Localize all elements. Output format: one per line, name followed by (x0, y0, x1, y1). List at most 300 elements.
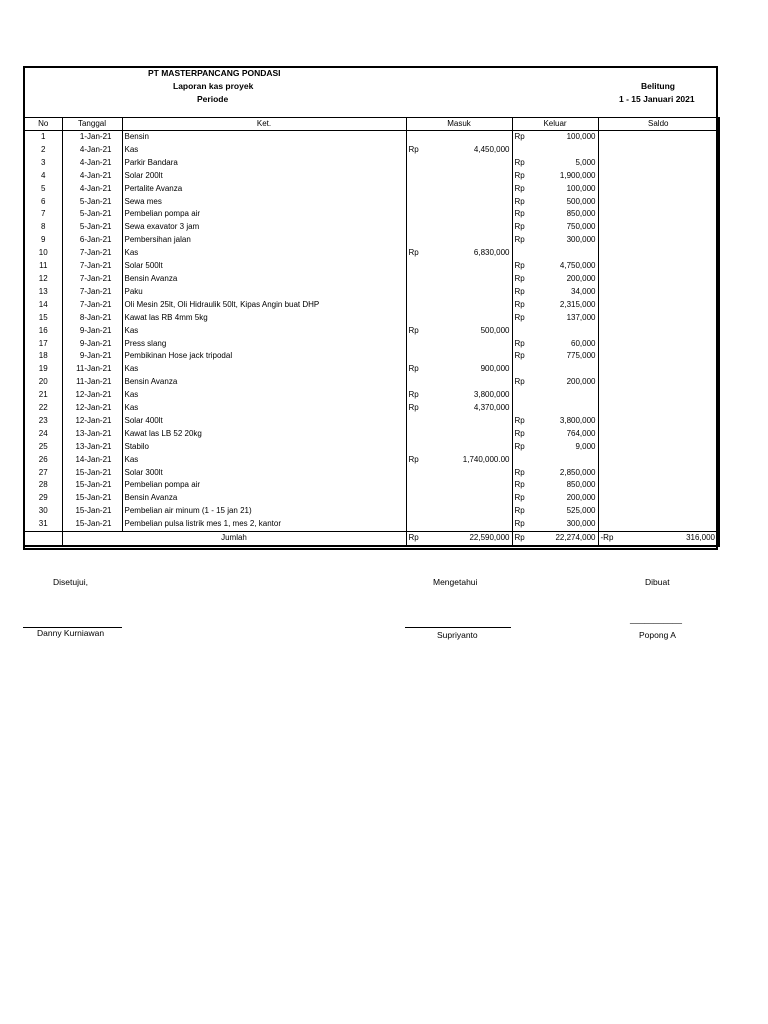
row-ket: Pembikinan Hose jack tripodal (122, 350, 406, 363)
row-ket: Kas (122, 389, 406, 402)
row-no: 10 (24, 247, 62, 260)
row-masuk (434, 350, 512, 363)
row-saldo (598, 157, 719, 170)
row-tanggal: 15-Jan-21 (62, 505, 122, 518)
row-tanggal: 13-Jan-21 (62, 428, 122, 441)
row-tanggal: 11-Jan-21 (62, 376, 122, 389)
row-keluar: 4,750,000 (559, 261, 596, 271)
row-keluar-currency (512, 325, 540, 338)
row-ket: Bensin Avanza (122, 492, 406, 505)
row-masuk (434, 170, 512, 183)
row-saldo (598, 144, 719, 157)
row-no: 9 (24, 234, 62, 247)
header-ket: Ket. (122, 118, 406, 131)
row-ket: Solar 200lt (122, 170, 406, 183)
row-keluar-currency (512, 402, 540, 415)
row-tanggal: 12-Jan-21 (62, 389, 122, 402)
table-row (24, 389, 719, 402)
row-ket: Press slang (122, 338, 406, 351)
row-tanggal: 9-Jan-21 (62, 350, 122, 363)
row-masuk-currency (406, 131, 434, 144)
row-keluar-currency: Rp (512, 234, 540, 247)
acknowledged-label: Mengetahui (433, 577, 478, 587)
row-masuk: 4,450,000 (473, 144, 510, 154)
row-masuk-currency (406, 338, 434, 351)
row-tanggal: 11-Jan-21 (62, 363, 122, 376)
row-no: 8 (24, 221, 62, 234)
table-row (24, 415, 719, 428)
row-tanggal: 14-Jan-21 (62, 454, 122, 467)
row-keluar: 300,000 (566, 519, 596, 529)
row-ket: Solar 400lt (122, 415, 406, 428)
row-masuk-currency: Rp (406, 325, 434, 338)
row-tanggal: 12-Jan-21 (62, 402, 122, 415)
table-row (24, 312, 719, 325)
row-masuk (434, 467, 512, 480)
row-masuk (434, 505, 512, 518)
row-ket: Kas (122, 454, 406, 467)
row-saldo (598, 183, 719, 196)
row-masuk-currency (406, 415, 434, 428)
row-saldo (598, 376, 719, 389)
row-keluar-currency: Rp (512, 183, 540, 196)
row-masuk-currency (406, 196, 434, 209)
row-keluar-currency: Rp (512, 157, 540, 170)
row-ket: Kawat las LB 52 20kg (122, 428, 406, 441)
row-keluar: 34,000 (571, 286, 596, 296)
row-no: 27 (24, 467, 62, 480)
table-row (24, 273, 719, 286)
row-tanggal: 4-Jan-21 (62, 157, 122, 170)
row-masuk-currency (406, 467, 434, 480)
table-row (24, 196, 719, 209)
row-masuk (434, 260, 512, 273)
row-masuk-currency: Rp (406, 144, 434, 157)
row-no: 16 (24, 325, 62, 338)
row-keluar: 9,000 (575, 441, 596, 451)
table-row (24, 338, 719, 351)
row-masuk (434, 415, 512, 428)
row-ket: Oli Mesin 25lt, Oli Hidraulik 50lt, Kipas Angin buat DHP (122, 299, 406, 312)
row-ket: Solar 300lt (122, 467, 406, 480)
row-masuk-currency (406, 312, 434, 325)
row-saldo (598, 363, 719, 376)
row-keluar: 100,000 (566, 183, 596, 193)
row-keluar: 5,000 (575, 157, 596, 167)
row-masuk (434, 183, 512, 196)
row-saldo (598, 505, 719, 518)
row-no: 30 (24, 505, 62, 518)
row-saldo (598, 441, 719, 454)
row-masuk-currency (406, 221, 434, 234)
row-no: 19 (24, 363, 62, 376)
table-row (24, 157, 719, 170)
total-masuk: 22,590,000 (434, 532, 512, 546)
row-no: 23 (24, 415, 62, 428)
row-masuk-currency (406, 157, 434, 170)
row-masuk (434, 376, 512, 389)
table-row (24, 221, 719, 234)
row-keluar: 764,000 (566, 428, 596, 438)
row-keluar: 850,000 (566, 209, 596, 219)
row-masuk: 3,800,000 (473, 390, 510, 400)
row-masuk-currency (406, 286, 434, 299)
row-saldo (598, 518, 719, 531)
row-no: 7 (24, 208, 62, 221)
row-keluar-currency: Rp (512, 479, 540, 492)
row-ket: Parkir Bandara (122, 157, 406, 170)
row-tanggal: 7-Jan-21 (62, 286, 122, 299)
row-tanggal: 5-Jan-21 (62, 221, 122, 234)
row-saldo (598, 273, 719, 286)
row-keluar-currency: Rp (512, 260, 540, 273)
row-no: 26 (24, 454, 62, 467)
row-keluar: 200,000 (566, 377, 596, 387)
row-saldo (598, 208, 719, 221)
row-no: 2 (24, 144, 62, 157)
row-keluar: 850,000 (566, 480, 596, 490)
row-saldo (598, 131, 719, 144)
report-title: Laporan kas proyek (173, 81, 254, 91)
row-keluar-currency: Rp (512, 338, 540, 351)
row-keluar: 2,850,000 (559, 467, 596, 477)
row-tanggal: 4-Jan-21 (62, 183, 122, 196)
row-tanggal: 12-Jan-21 (62, 415, 122, 428)
row-keluar-currency (512, 144, 540, 157)
made-label: Dibuat (645, 577, 670, 587)
row-no: 29 (24, 492, 62, 505)
row-masuk (434, 492, 512, 505)
row-keluar-currency: Rp (512, 505, 540, 518)
row-masuk-currency: Rp (406, 389, 434, 402)
row-saldo (598, 467, 719, 480)
row-keluar: 2,315,000 (559, 299, 596, 309)
row-no: 11 (24, 260, 62, 273)
row-masuk-currency (406, 234, 434, 247)
row-masuk-currency (406, 441, 434, 454)
row-ket: Pembelian pompa air (122, 208, 406, 221)
table-row (24, 350, 719, 363)
table-row (24, 454, 719, 467)
header-keluar: Keluar (512, 118, 598, 131)
table-row (24, 286, 719, 299)
row-ket: Pembersihan jalan (122, 234, 406, 247)
row-no: 6 (24, 196, 62, 209)
total-row (24, 532, 719, 546)
row-ket: Kas (122, 144, 406, 157)
row-keluar: 3,800,000 (559, 415, 596, 425)
row-ket: Paku (122, 286, 406, 299)
row-tanggal: 7-Jan-21 (62, 299, 122, 312)
row-masuk-currency (406, 183, 434, 196)
row-keluar-currency (512, 363, 540, 376)
row-keluar: 60,000 (571, 338, 596, 348)
table-row (24, 131, 719, 144)
row-keluar-currency: Rp (512, 428, 540, 441)
row-tanggal: 1-Jan-21 (62, 131, 122, 144)
row-tanggal: 4-Jan-21 (62, 144, 122, 157)
made-signature-line: ___________ (630, 614, 683, 624)
table-row (24, 170, 719, 183)
total-keluar: 22,274,000 (540, 532, 598, 546)
total-saldo-value: 316,000 (686, 533, 715, 543)
row-saldo (598, 454, 719, 467)
table-row (24, 402, 719, 415)
row-masuk-currency (406, 479, 434, 492)
table-row (24, 208, 719, 221)
row-masuk: 4,370,000 (473, 403, 510, 413)
row-masuk (434, 518, 512, 531)
row-ket: Kawat las RB 4mm 5kg (122, 312, 406, 325)
row-ket: Solar 500lt (122, 260, 406, 273)
row-masuk: 500,000 (480, 325, 510, 335)
header-masuk: Masuk (406, 118, 512, 131)
row-keluar (540, 247, 598, 260)
row-masuk-currency: Rp (406, 454, 434, 467)
row-tanggal: 5-Jan-21 (62, 208, 122, 221)
table-row (24, 479, 719, 492)
table-row (24, 467, 719, 480)
row-no: 3 (24, 157, 62, 170)
row-masuk (434, 157, 512, 170)
row-saldo (598, 299, 719, 312)
row-masuk (434, 131, 512, 144)
row-keluar-currency: Rp (512, 170, 540, 183)
row-masuk (434, 312, 512, 325)
row-masuk (434, 428, 512, 441)
location: Belitung (641, 81, 675, 91)
row-masuk (434, 208, 512, 221)
row-keluar: 200,000 (566, 273, 596, 283)
row-tanggal: 7-Jan-21 (62, 247, 122, 260)
row-keluar: 775,000 (566, 351, 596, 361)
row-keluar-currency: Rp (512, 273, 540, 286)
row-masuk (434, 196, 512, 209)
row-saldo (598, 402, 719, 415)
row-no: 12 (24, 273, 62, 286)
row-no: 28 (24, 479, 62, 492)
table-row (24, 183, 719, 196)
table-row (24, 260, 719, 273)
total-saldo (598, 532, 719, 546)
row-saldo (598, 234, 719, 247)
total-label: Jumlah (62, 532, 406, 546)
row-keluar-currency: Rp (512, 441, 540, 454)
row-masuk-currency: Rp (406, 402, 434, 415)
row-saldo (598, 415, 719, 428)
table-row (24, 441, 719, 454)
row-ket: Pembelian pulsa listrik mes 1, mes 2, kantor (122, 518, 406, 531)
row-saldo (598, 196, 719, 209)
row-keluar: 750,000 (566, 222, 596, 232)
row-keluar-currency: Rp (512, 286, 540, 299)
row-tanggal: 15-Jan-21 (62, 492, 122, 505)
row-saldo (598, 389, 719, 402)
table-row (24, 299, 719, 312)
row-tanggal: 5-Jan-21 (62, 196, 122, 209)
row-no: 4 (24, 170, 62, 183)
row-saldo (598, 338, 719, 351)
row-keluar: 500,000 (566, 196, 596, 206)
approved-label: Disetujui, (53, 577, 88, 587)
row-no: 18 (24, 350, 62, 363)
acknowledged-name: Supriyanto (437, 630, 478, 640)
row-no: 15 (24, 312, 62, 325)
row-keluar: 100,000 (566, 132, 596, 141)
row-no: 22 (24, 402, 62, 415)
row-keluar (540, 454, 598, 467)
row-keluar: 137,000 (566, 312, 596, 322)
row-masuk (434, 479, 512, 492)
row-masuk-currency (406, 273, 434, 286)
approved-name: Danny Kurniawan (37, 628, 105, 638)
row-no: 14 (24, 299, 62, 312)
row-masuk: 900,000 (480, 364, 510, 374)
table-row (24, 325, 719, 338)
period-value: 1 - 15 Januari 2021 (619, 94, 695, 104)
row-masuk-currency (406, 492, 434, 505)
company-name: PT MASTERPANCANG PONDASI (148, 68, 281, 78)
row-keluar-currency: Rp (512, 376, 540, 389)
row-ket: Sewa exavator 3 jam (122, 221, 406, 234)
row-tanggal: 9-Jan-21 (62, 338, 122, 351)
row-ket: Pembelian pompa air (122, 479, 406, 492)
row-masuk: 6,830,000 (473, 248, 510, 258)
row-keluar-currency: Rp (512, 518, 540, 531)
row-masuk (434, 273, 512, 286)
row-ket: Bensin Avanza (122, 376, 406, 389)
row-saldo (598, 312, 719, 325)
row-no: 25 (24, 441, 62, 454)
row-keluar-currency: Rp (512, 350, 540, 363)
row-masuk-currency: Rp (406, 247, 434, 260)
row-keluar-currency: Rp (512, 299, 540, 312)
table-row (24, 363, 719, 376)
period-label: Periode (197, 94, 229, 104)
made-name: Popong A (639, 630, 676, 640)
row-ket: Pertalite Avanza (122, 183, 406, 196)
row-masuk (434, 338, 512, 351)
row-masuk (434, 299, 512, 312)
row-masuk: 1,740,000.00 (462, 454, 510, 464)
table-row (24, 376, 719, 389)
row-keluar-currency: Rp (512, 208, 540, 221)
row-keluar (540, 363, 598, 376)
row-saldo (598, 260, 719, 273)
row-keluar-currency (512, 247, 540, 260)
row-no: 5 (24, 183, 62, 196)
row-keluar-currency: Rp (512, 415, 540, 428)
row-saldo (598, 247, 719, 260)
row-saldo (598, 221, 719, 234)
row-masuk (434, 234, 512, 247)
row-keluar: 300,000 (566, 235, 596, 245)
row-tanggal: 9-Jan-21 (62, 325, 122, 338)
row-keluar-currency: Rp (512, 492, 540, 505)
row-no: 1 (24, 131, 62, 144)
table-row (24, 247, 719, 260)
row-tanggal: 15-Jan-21 (62, 518, 122, 531)
row-masuk-currency (406, 170, 434, 183)
row-saldo (598, 325, 719, 338)
row-masuk-currency (406, 208, 434, 221)
row-masuk-currency: Rp (406, 363, 434, 376)
acknowledged-signature-line (405, 627, 511, 628)
row-tanggal: 15-Jan-21 (62, 467, 122, 480)
row-masuk (434, 221, 512, 234)
table-row (24, 428, 719, 441)
row-keluar: 525,000 (566, 506, 596, 516)
row-keluar-currency: Rp (512, 221, 540, 234)
row-no: 21 (24, 389, 62, 402)
row-masuk-currency (406, 299, 434, 312)
row-keluar-currency (512, 454, 540, 467)
row-ket: Bensin (122, 131, 406, 144)
row-keluar-currency: Rp (512, 196, 540, 209)
row-keluar-currency: Rp (512, 312, 540, 325)
table-row (24, 518, 719, 531)
row-keluar: 200,000 (566, 493, 596, 503)
row-keluar-currency: Rp (512, 131, 540, 144)
row-masuk-currency (406, 518, 434, 531)
row-saldo (598, 350, 719, 363)
table-row (24, 505, 719, 518)
row-keluar-currency: Rp (512, 467, 540, 480)
header-no: No (24, 118, 62, 131)
header-saldo: Saldo (598, 118, 719, 131)
row-masuk-currency (406, 260, 434, 273)
row-masuk (434, 286, 512, 299)
row-masuk-currency (406, 350, 434, 363)
row-ket: Bensin Avanza (122, 273, 406, 286)
row-saldo (598, 170, 719, 183)
total-saldo-currency: -Rp (600, 533, 614, 543)
row-tanggal: 15-Jan-21 (62, 479, 122, 492)
header-tanggal: Tanggal (62, 118, 122, 131)
table-row (24, 234, 719, 247)
row-tanggal: 7-Jan-21 (62, 260, 122, 273)
row-tanggal: 7-Jan-21 (62, 273, 122, 286)
row-ket: Kas (122, 402, 406, 415)
row-tanggal: 4-Jan-21 (62, 170, 122, 183)
row-masuk-currency (406, 428, 434, 441)
row-masuk (434, 441, 512, 454)
row-keluar-currency (512, 389, 540, 402)
row-no: 17 (24, 338, 62, 351)
row-keluar (540, 402, 598, 415)
row-tanggal: 8-Jan-21 (62, 312, 122, 325)
table-header-row (24, 118, 719, 131)
row-saldo (598, 479, 719, 492)
row-no: 13 (24, 286, 62, 299)
row-ket: Kas (122, 247, 406, 260)
row-tanggal: 13-Jan-21 (62, 441, 122, 454)
row-keluar: 1,900,000 (559, 170, 596, 180)
row-ket: Kas (122, 363, 406, 376)
row-ket: Pembelian air minum (1 - 15 jan 21) (122, 505, 406, 518)
row-saldo (598, 492, 719, 505)
row-keluar (540, 389, 598, 402)
row-ket: Sewa mes (122, 196, 406, 209)
table-row (24, 144, 719, 157)
row-no: 24 (24, 428, 62, 441)
table-row (24, 492, 719, 505)
row-no: 20 (24, 376, 62, 389)
row-ket: Stabilo (122, 441, 406, 454)
total-spacer (24, 532, 62, 546)
row-masuk-currency (406, 376, 434, 389)
row-keluar (540, 144, 598, 157)
